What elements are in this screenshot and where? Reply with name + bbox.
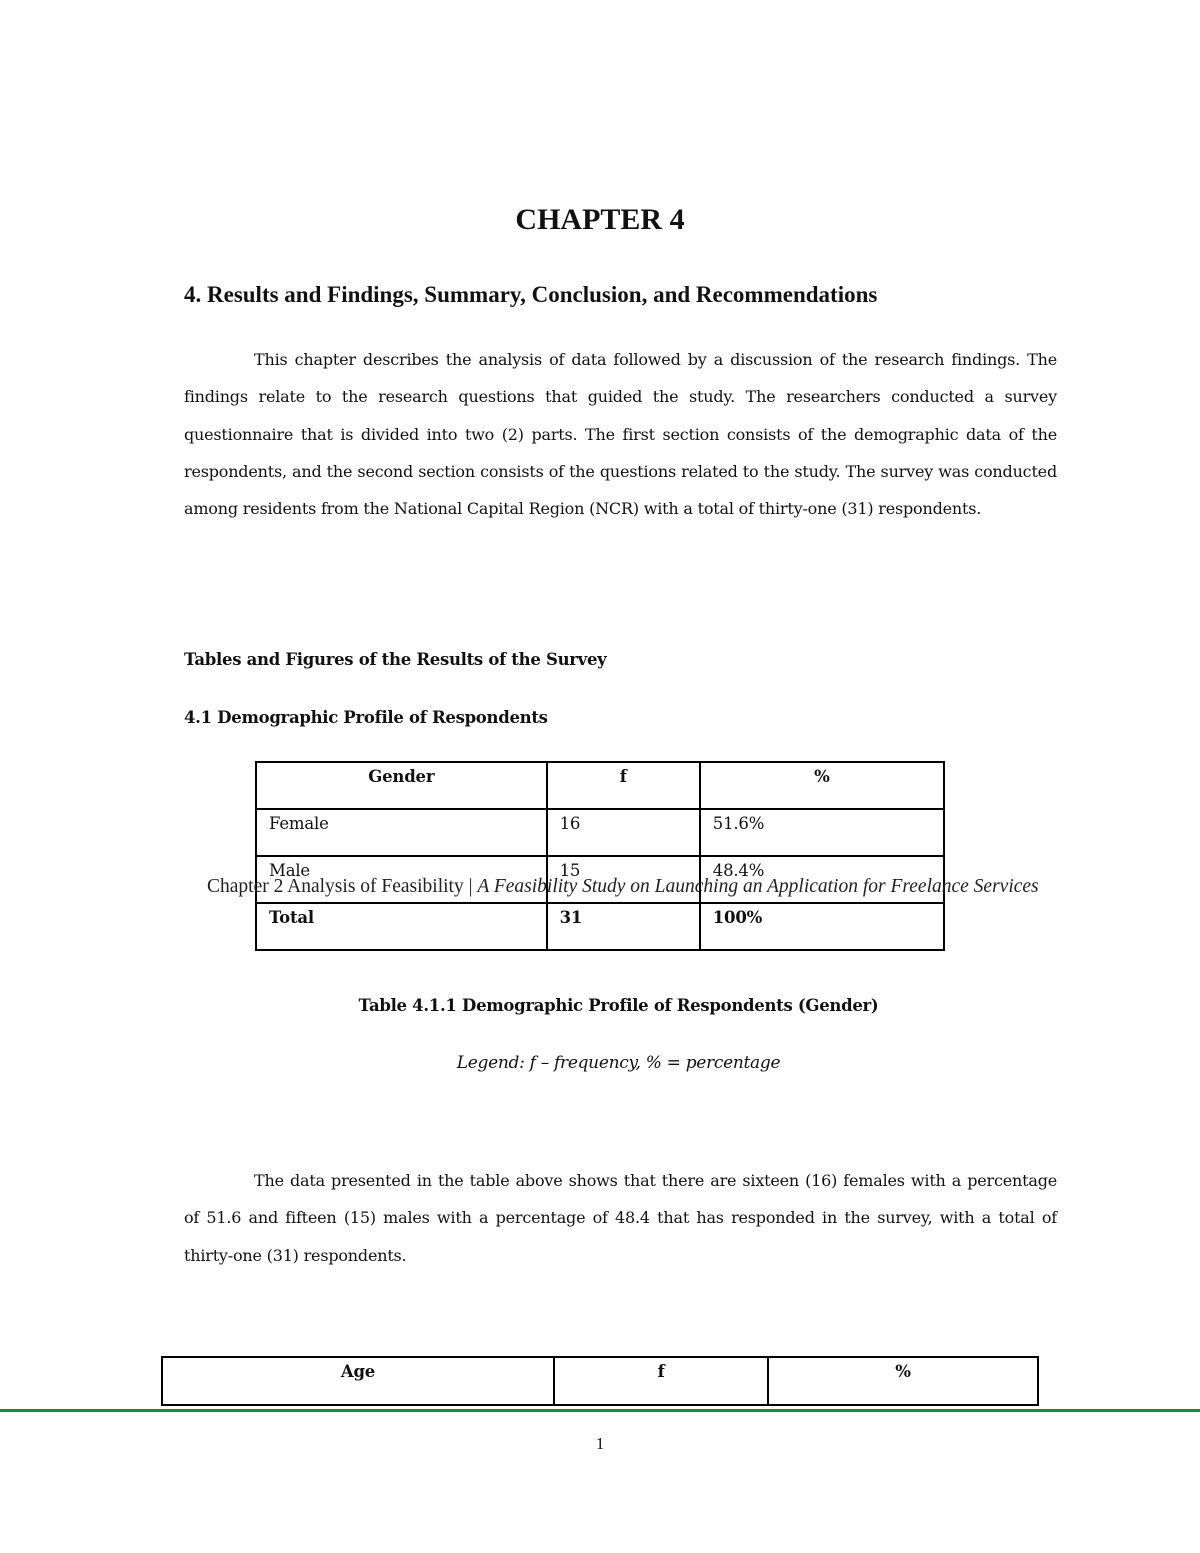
- table-cell: 100%: [700, 903, 944, 950]
- table-cell: 51.6%: [700, 809, 944, 856]
- chapter-title: CHAPTER 4: [515, 203, 685, 236]
- table-header-cell: %: [768, 1357, 1038, 1405]
- table-header-cell: Gender: [256, 762, 547, 809]
- section-heading: 4. Results and Findings, Summary, Conclusion, and Recommendations: [184, 282, 878, 307]
- page-number: 1: [595, 1434, 605, 1453]
- table-legend: Legend: f – frequency, % = percentage: [456, 1053, 781, 1073]
- table-header-row: [162, 1357, 1038, 1405]
- table-row: [256, 809, 944, 856]
- running-header-prefix: Chapter 2 Analysis of Feasibility |: [207, 876, 478, 897]
- running-header-overlay: [207, 876, 1200, 898]
- table-header-cell: %: [700, 762, 944, 809]
- running-header-title: A Feasibility Study on Launching an Application for Freelance Services: [477, 876, 1039, 897]
- table-caption: Table 4.1.1 Demographic Profile of Respondents (Gender): [358, 996, 879, 1015]
- subsection-heading: 4.1 Demographic Profile of Respondents: [184, 708, 548, 727]
- table-total-row: [256, 903, 944, 950]
- tables-heading: Tables and Figures of the Results of the Survey: [184, 650, 607, 669]
- footer-rule: [0, 1409, 1200, 1412]
- table-cell: Total: [256, 903, 547, 950]
- table-header-cell: Age: [162, 1357, 554, 1405]
- table-header-cell: f: [547, 762, 700, 809]
- table-cell: Female: [256, 809, 547, 856]
- table-cell: Male: [256, 856, 547, 903]
- table-cell: 48.4%: [700, 856, 944, 903]
- table-cell: 31: [547, 903, 700, 950]
- age-table: [161, 1356, 1039, 1406]
- intro-paragraph: This chapter describes the analysis of data followed by a discussion of the research findings. The findings relate to the research questions that guided the study. The researchers conducted a survey questionnaire that is divided into two (2) parts. The first section consists of the demographic data of the respondents, and the second section consists of the questions related to the study. The survey was conducted among residents from the National Capital Region (NCR) with a total of thirty-one (31) respondents.: [184, 350, 1057, 519]
- gender-paragraph: The data presented in the table above shows that there are sixteen (16) females with a percentage of 51.6 and fifteen (15) males with a percentage of 48.4 that has responded in the survey, with a total of thirty-one (31) respondents.: [184, 1171, 1057, 1265]
- table-header-row: [256, 762, 944, 809]
- table-cell: 15: [547, 856, 700, 903]
- table-cell: 16: [547, 809, 700, 856]
- gender-table: [255, 761, 945, 951]
- table-header-cell: f: [554, 1357, 768, 1405]
